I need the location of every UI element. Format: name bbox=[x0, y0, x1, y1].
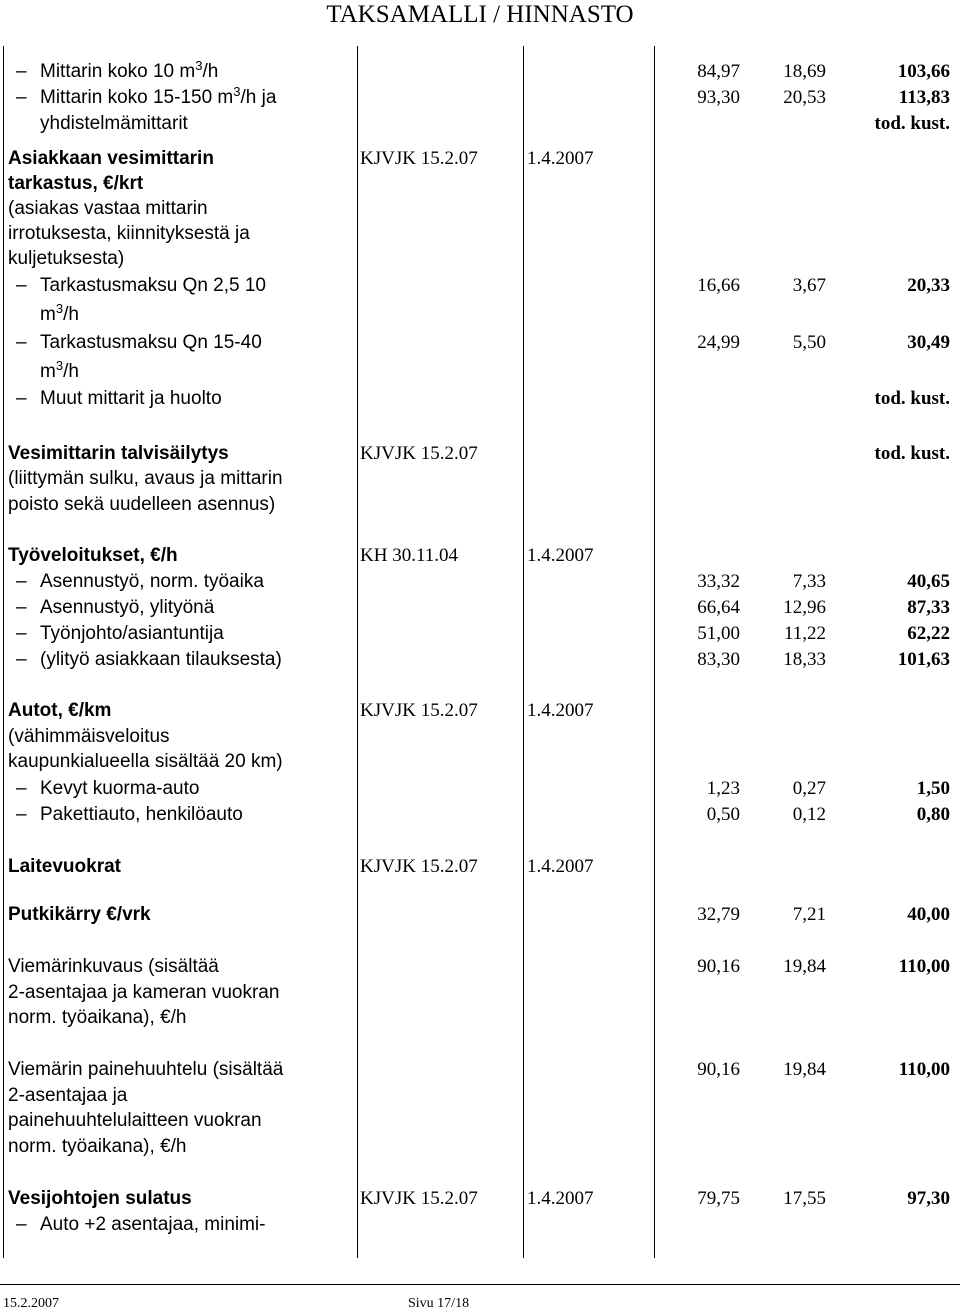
table-row bbox=[0, 543, 960, 569]
price-net: 66,64 bbox=[697, 597, 740, 618]
price-vat: 19,84 bbox=[783, 956, 826, 977]
dash-bullet: – bbox=[16, 778, 27, 799]
table-row bbox=[0, 111, 960, 137]
price-vat: 0,27 bbox=[792, 778, 826, 799]
row-label: yhdistelmämittarit bbox=[40, 113, 188, 134]
decision-ref: KJVJK 15.2.07 bbox=[360, 148, 478, 169]
footer-page-number: Sivu 17/18 bbox=[408, 1296, 470, 1311]
price-vat: 17,55 bbox=[783, 1188, 826, 1209]
table-row bbox=[0, 1108, 960, 1134]
row-label: Viemärin painehuuhtelu (sisältää bbox=[8, 1059, 284, 1080]
row-label: irrotuksesta, kiinnityksestä ja bbox=[8, 223, 250, 244]
row-label: Tarkastusmaksu Qn 2,5 10 bbox=[40, 275, 266, 296]
row-label: norm. työaikana), €/h bbox=[8, 1136, 187, 1157]
table-row bbox=[0, 273, 960, 299]
price-total: 1,50 bbox=[916, 778, 950, 799]
table-row bbox=[0, 569, 960, 595]
price-total: tod. kust. bbox=[874, 113, 950, 134]
price-net: 83,30 bbox=[697, 649, 740, 670]
table-row bbox=[0, 902, 960, 928]
section-heading: Vesimittarin talvisäilytys bbox=[8, 443, 229, 464]
row-label: poisto sekä uudelleen asennus) bbox=[8, 494, 276, 515]
price-total: 113,83 bbox=[898, 87, 950, 108]
table-row bbox=[0, 595, 960, 621]
decision-ref: KJVJK 15.2.07 bbox=[360, 700, 478, 721]
table-row bbox=[0, 1186, 960, 1212]
price-total: 20,33 bbox=[907, 275, 950, 296]
row-label: Mittarin koko 15-150 $m^3/h$ ja bbox=[40, 84, 277, 108]
dash-bullet: – bbox=[16, 1214, 27, 1235]
effective-date: 1.4.2007 bbox=[527, 545, 594, 566]
effective-date: 1.4.2007 bbox=[527, 700, 594, 721]
decision-ref: KJVJK 15.2.07 bbox=[360, 856, 478, 877]
table-row bbox=[0, 954, 960, 980]
decision-ref: KJVJK 15.2.07 bbox=[360, 443, 478, 464]
effective-date: 1.4.2007 bbox=[527, 856, 594, 877]
price-total: 103,66 bbox=[897, 61, 950, 82]
footer-rule bbox=[0, 1284, 960, 1285]
price-vat: 18,33 bbox=[783, 649, 826, 670]
table-row bbox=[0, 1134, 960, 1160]
row-label: (ylityö asiakkaan tilauksesta) bbox=[40, 649, 282, 670]
row-label: kaupunkialueella sisältää 20 km) bbox=[8, 751, 283, 772]
price-vat: 20,53 bbox=[783, 87, 826, 108]
row-label: $m^3/h$ bbox=[40, 358, 79, 382]
table-row bbox=[0, 302, 960, 328]
dash-bullet: – bbox=[16, 623, 27, 644]
row-label: Auto +2 asentajaa, minimi- bbox=[40, 1214, 266, 1235]
price-total: tod. kust. bbox=[874, 388, 950, 409]
price-total: 97,30 bbox=[907, 1188, 950, 1209]
price-vat: 7,33 bbox=[792, 571, 826, 592]
effective-date: 1.4.2007 bbox=[527, 148, 594, 169]
table-row bbox=[0, 802, 960, 828]
price-total: tod. kust. bbox=[874, 443, 950, 464]
row-label: norm. työaikana), €/h bbox=[8, 1007, 187, 1028]
table-row bbox=[0, 698, 960, 724]
price-total: 62,22 bbox=[907, 623, 950, 644]
row-label: painehuuhtelulaitteen vuokran bbox=[8, 1110, 262, 1131]
table-row bbox=[0, 621, 960, 647]
table-row bbox=[0, 647, 960, 673]
price-net: 33,32 bbox=[697, 571, 740, 592]
price-net: 1,23 bbox=[706, 778, 740, 799]
row-label: kuljetuksesta) bbox=[8, 248, 125, 269]
row-label: Kevyt kuorma-auto bbox=[40, 778, 200, 799]
price-net: 79,75 bbox=[697, 1188, 740, 1209]
table-row bbox=[0, 1057, 960, 1083]
table-row bbox=[0, 492, 960, 518]
price-net: 90,16 bbox=[697, 1059, 740, 1080]
table-row bbox=[0, 85, 960, 111]
section-heading: Työveloitukset, €/h bbox=[8, 545, 178, 566]
row-label: $m^3/h$ bbox=[40, 301, 79, 325]
price-total: 40,65 bbox=[907, 571, 950, 592]
row-label: Työnjohto/asiantuntija bbox=[40, 623, 224, 644]
section-heading: Putkikärry €/vrk bbox=[8, 904, 151, 925]
price-total: 30,49 bbox=[907, 332, 950, 353]
dash-bullet: – bbox=[16, 571, 27, 592]
price-net: 24,99 bbox=[697, 332, 740, 353]
table-row bbox=[0, 1005, 960, 1031]
price-total: 110,00 bbox=[898, 956, 950, 977]
section-heading: Laitevuokrat bbox=[8, 856, 121, 877]
price-total: 40,00 bbox=[907, 904, 950, 925]
section-heading: Autot, €/km bbox=[8, 700, 112, 721]
dash-bullet: – bbox=[16, 87, 27, 108]
footer-date: 15.2.2007 bbox=[3, 1296, 59, 1311]
row-label: (asiakas vastaa mittarin bbox=[8, 198, 208, 219]
row-label: Muut mittarit ja huolto bbox=[40, 388, 222, 409]
row-label: Asennustyö, ylityönä bbox=[40, 597, 215, 618]
section-heading: Vesijohtojen sulatus bbox=[8, 1188, 192, 1209]
page-title: TAKSAMALLI / HINNASTO bbox=[326, 1, 634, 28]
price-net: 32,79 bbox=[697, 904, 740, 925]
table-row bbox=[0, 724, 960, 750]
price-total: 110,00 bbox=[898, 1059, 950, 1080]
price-vat: 3,67 bbox=[792, 275, 826, 296]
section-heading: tarkastus, €/krt bbox=[8, 173, 144, 194]
price-vat: 7,21 bbox=[792, 904, 826, 925]
price-vat: 0,12 bbox=[792, 804, 826, 825]
price-vat: 5,50 bbox=[792, 332, 826, 353]
section-heading: Asiakkaan vesimittarin bbox=[8, 148, 214, 169]
decision-ref: KJVJK 15.2.07 bbox=[360, 1188, 478, 1209]
table-row bbox=[0, 59, 960, 85]
dash-bullet: – bbox=[16, 649, 27, 670]
dash-bullet: – bbox=[16, 332, 27, 353]
table-row bbox=[0, 776, 960, 802]
row-label: 2-asentajaa ja kameran vuokran bbox=[8, 982, 280, 1003]
dash-bullet: – bbox=[16, 804, 27, 825]
price-vat: 11,22 bbox=[783, 623, 826, 644]
row-label: (vähimmäisveloitus bbox=[8, 726, 170, 747]
price-net: 93,30 bbox=[697, 87, 740, 108]
table-row bbox=[0, 980, 960, 1006]
price-vat: 18,69 bbox=[783, 61, 826, 82]
price-net: 84,97 bbox=[697, 61, 740, 82]
row-label: Mittarin koko 10 $m^3/h$ bbox=[40, 58, 219, 82]
price-net: 90,16 bbox=[697, 956, 740, 977]
table-row bbox=[0, 196, 960, 222]
row-label: Viemärinkuvaus (sisältää bbox=[8, 956, 219, 977]
dash-bullet: – bbox=[16, 275, 27, 296]
row-label: (liittymän sulku, avaus ja mittarin bbox=[8, 468, 283, 489]
price-total: 0,80 bbox=[916, 804, 950, 825]
table-row bbox=[0, 1083, 960, 1109]
table-row bbox=[0, 221, 960, 247]
table-row bbox=[0, 171, 960, 197]
table-row bbox=[0, 359, 960, 385]
price-net: 16,66 bbox=[697, 275, 740, 296]
table-row bbox=[0, 330, 960, 356]
table-row bbox=[0, 466, 960, 492]
table-row bbox=[0, 441, 960, 467]
row-label: Pakettiauto, henkilöauto bbox=[40, 804, 243, 825]
effective-date: 1.4.2007 bbox=[527, 1188, 594, 1209]
price-vat: 12,96 bbox=[783, 597, 826, 618]
table-row bbox=[0, 146, 960, 172]
row-label: Asennustyö, norm. työaika bbox=[40, 571, 264, 592]
dash-bullet: – bbox=[16, 388, 27, 409]
row-label: 2-asentajaa ja bbox=[8, 1085, 128, 1106]
price-net: 0,50 bbox=[706, 804, 740, 825]
price-total: 101,63 bbox=[897, 649, 950, 670]
table-row bbox=[0, 854, 960, 880]
row-label: Tarkastusmaksu Qn 15-40 bbox=[40, 332, 262, 353]
dash-bullet: – bbox=[16, 597, 27, 618]
table-row bbox=[0, 386, 960, 412]
price-net: 51,00 bbox=[697, 623, 740, 644]
table-row bbox=[0, 1212, 960, 1238]
price-vat: 19,84 bbox=[783, 1059, 826, 1080]
decision-ref: KH 30.11.04 bbox=[360, 545, 458, 566]
price-total: 87,33 bbox=[907, 597, 950, 618]
table-row bbox=[0, 749, 960, 775]
dash-bullet: – bbox=[16, 61, 27, 82]
table-row bbox=[0, 246, 960, 272]
